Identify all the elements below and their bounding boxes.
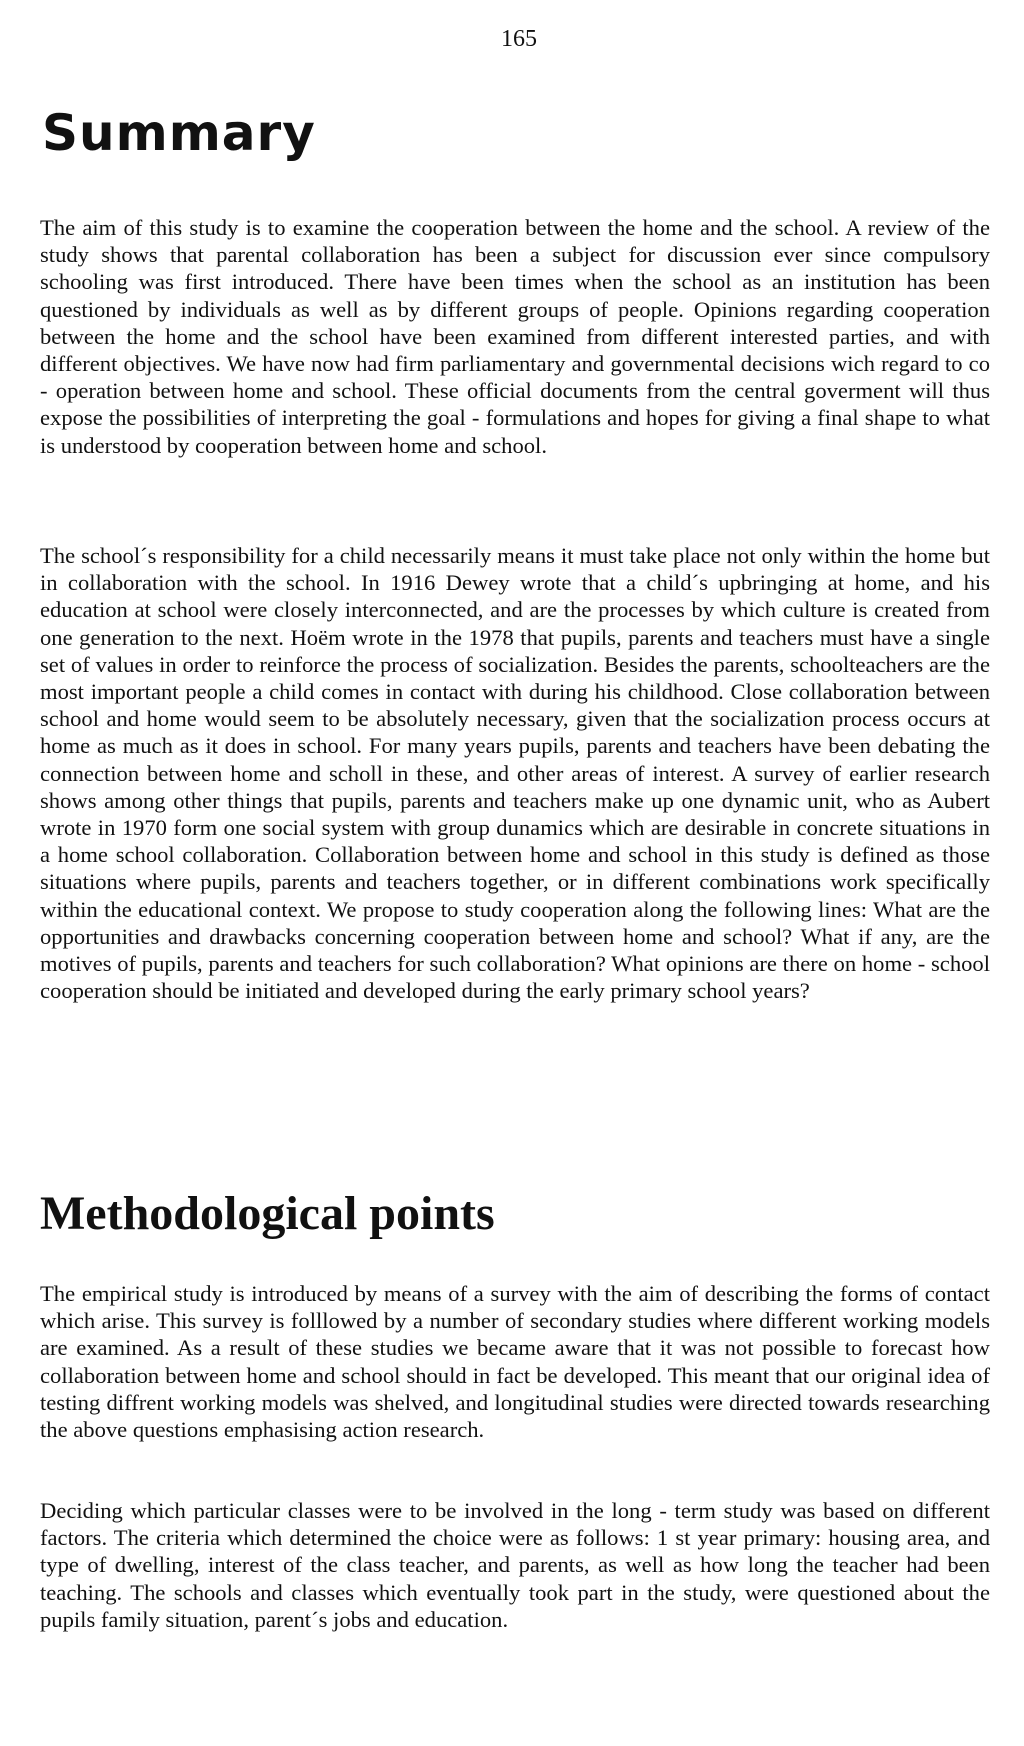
methodological-heading: Methodological points <box>40 1187 495 1240</box>
summary-heading: Summary <box>42 104 316 162</box>
methodological-paragraph-2: Deciding which particular classes were to be involved in the long - term study was based on different factors. The criteria which determined the choice were as follows: 1 st year primary: housing area, and type of dwelling, interest of the class teacher, and parents, as well as how long the teacher had been teaching. The schools and classes which eventually took part in the study, were questioned about the pupils family situation, parent´s jobs and education. <box>40 1498 990 1632</box>
page-number: 165 <box>501 26 537 52</box>
summary-paragraph-2: The school´s responsibility for a child necessarily means it must take place not only within the home but in collaboration with the school. In 1916 Dewey wrote that a child´s upbringing at home, and his education at school were closely interconnected, and are the processes by which culture is created from one generation to the next. Hoëm wrote in the 1978 that pupils, parents and teachers must have a single set of values in order to reinforce the process of socialization. Besides the parents, schoolteachers are the most important people a child comes in contact with during his childhood. Close collaboration between school and home would seem to be absolutely necessary, given that the socialization process occurs at home as much as it does in school. For many years pupils, parents and teachers have been debating the connection between home and scholl in these, and other areas of interest. A survey of earlier research shows among other things that pupils, parents and teachers make up one dynamic unit, who as Aubert wrote in 1970 form one social system with group dunamics which are desirable in concrete situations in a home school collaboration. Collaboration between home and school in this study is defined as those situations where pupils, parents and teachers together, or in different combinations work specifically within the educational context. We propose to study cooperation along the following lines: What are the opportunities and drawbacks concerning cooperation between home and school? What if any, are the motives of pupils, parents and teachers for such collaboration? What opinions are there on home - school cooperation should be initiated and developed during the early primary school years? <box>40 543 990 1004</box>
methodological-paragraph-1: The empirical study is introduced by means of a survey with the aim of describing the forms of contact which arise. This survey is folllowed by a number of secondary studies where different working models are examined. As a result of these studies we became aware that it was not possible to forecast how collaboration between home and school should in fact be developed. This meant that our original idea of testing diffrent working models was shelved, and longitudinal studies were directed towards researching the above questions emphasising action research. <box>40 1281 990 1443</box>
document-page <box>40 0 998 1746</box>
summary-paragraph-1: The aim of this study is to examine the cooperation between the home and the school. A review of the study shows that parental collaboration has been a subject for discussion ever since compulsory schooling was first introduced. There have been times when the school as an institution has been questioned by individuals as well as by different groups of people. Opinions regarding cooperation between the home and the school have been examined from different interested parties, and with different objectives. We have now had firm parliamentary and governmental decisions wich regard to co - operation between home and school. These official documents from the central goverment will thus expose the possibilities of interpreting the goal - formulations and hopes for giving a final shape to what is understood by cooperation between home and school. <box>40 215 990 458</box>
